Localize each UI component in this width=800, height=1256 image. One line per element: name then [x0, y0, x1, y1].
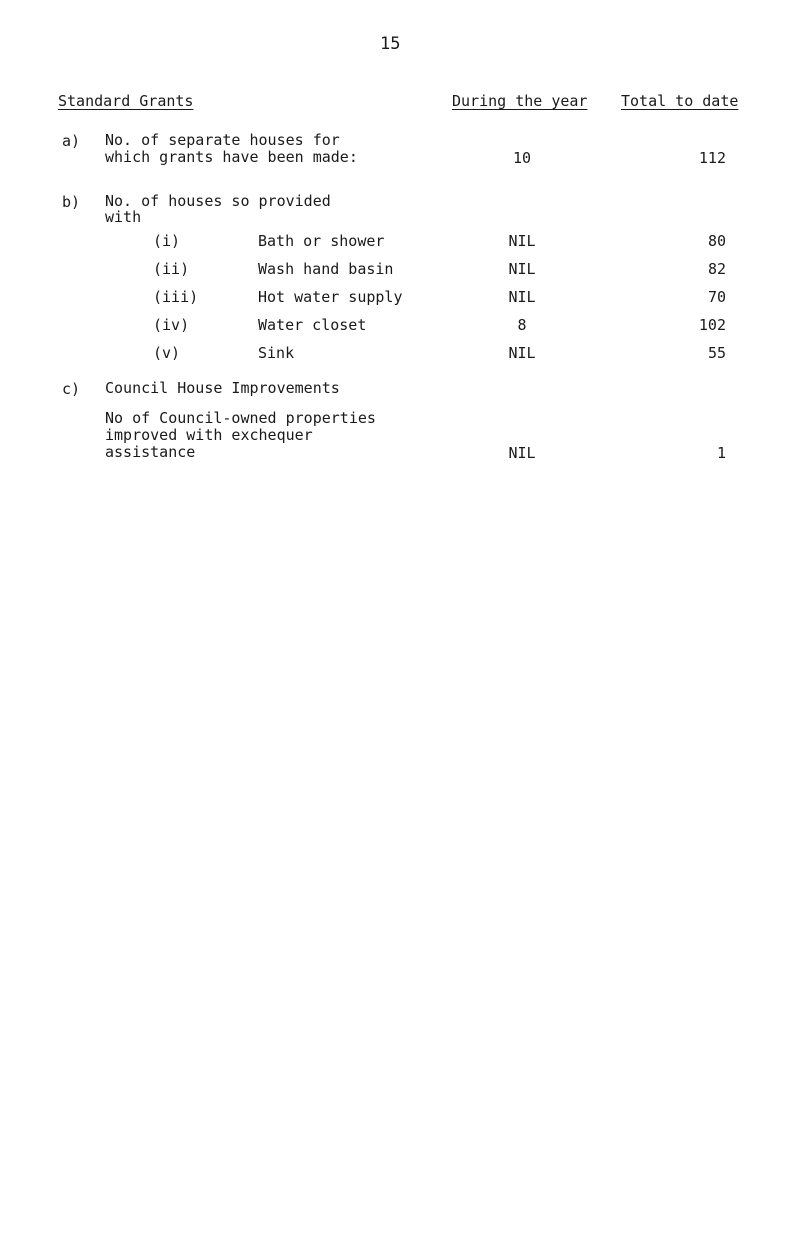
section-c-total: 1 — [716, 444, 726, 462]
section-c-title: Council House Improvements — [105, 379, 340, 397]
item-during-year: 8 — [517, 316, 527, 334]
item-number: (i) — [153, 232, 181, 250]
item-total: 102 — [698, 316, 726, 334]
section-c-line2: improved with exchequer — [105, 426, 313, 444]
item-label: Sink — [258, 344, 295, 362]
item-during-year: NIL — [508, 260, 536, 278]
section-b-letter: b) — [62, 193, 81, 211]
section-a-letter: a) — [62, 132, 81, 150]
item-number: (iv) — [153, 316, 190, 334]
section-b-line2: with — [105, 208, 142, 226]
item-during-year: NIL — [508, 344, 536, 362]
item-number: (ii) — [153, 260, 190, 278]
item-label: Wash hand basin — [258, 260, 394, 278]
item-during-year: NIL — [508, 288, 536, 306]
item-total: 70 — [707, 288, 726, 306]
item-during-year: NIL — [508, 232, 536, 250]
section-c-letter: c) — [62, 380, 81, 398]
item-number: (iii) — [153, 288, 199, 306]
page-number: 15 — [380, 34, 401, 54]
section-c-line3: assistance — [105, 443, 196, 461]
section-a-total: 112 — [698, 149, 726, 167]
section-c-line1: No of Council-owned properties — [105, 409, 376, 427]
item-label: Water closet — [258, 316, 367, 334]
section-c-during-year: NIL — [508, 444, 536, 462]
section-a-during-year: 10 — [512, 149, 532, 167]
item-label: Bath or shower — [258, 232, 385, 250]
item-total: 82 — [707, 260, 726, 278]
item-total: 55 — [707, 344, 726, 362]
section-b-line1: No. of houses so provided — [105, 192, 331, 210]
section-a-line2: which grants have been made: — [105, 148, 358, 166]
header-standard-grants: Standard Grants — [58, 92, 194, 110]
item-label: Hot water supply — [258, 288, 403, 306]
section-a-line1: No. of separate houses for — [105, 131, 340, 149]
header-total-to-date: Total to date — [621, 92, 739, 110]
item-total: 80 — [707, 232, 726, 250]
header-during-the-year: During the year — [452, 92, 588, 110]
item-number: (v) — [153, 344, 181, 362]
